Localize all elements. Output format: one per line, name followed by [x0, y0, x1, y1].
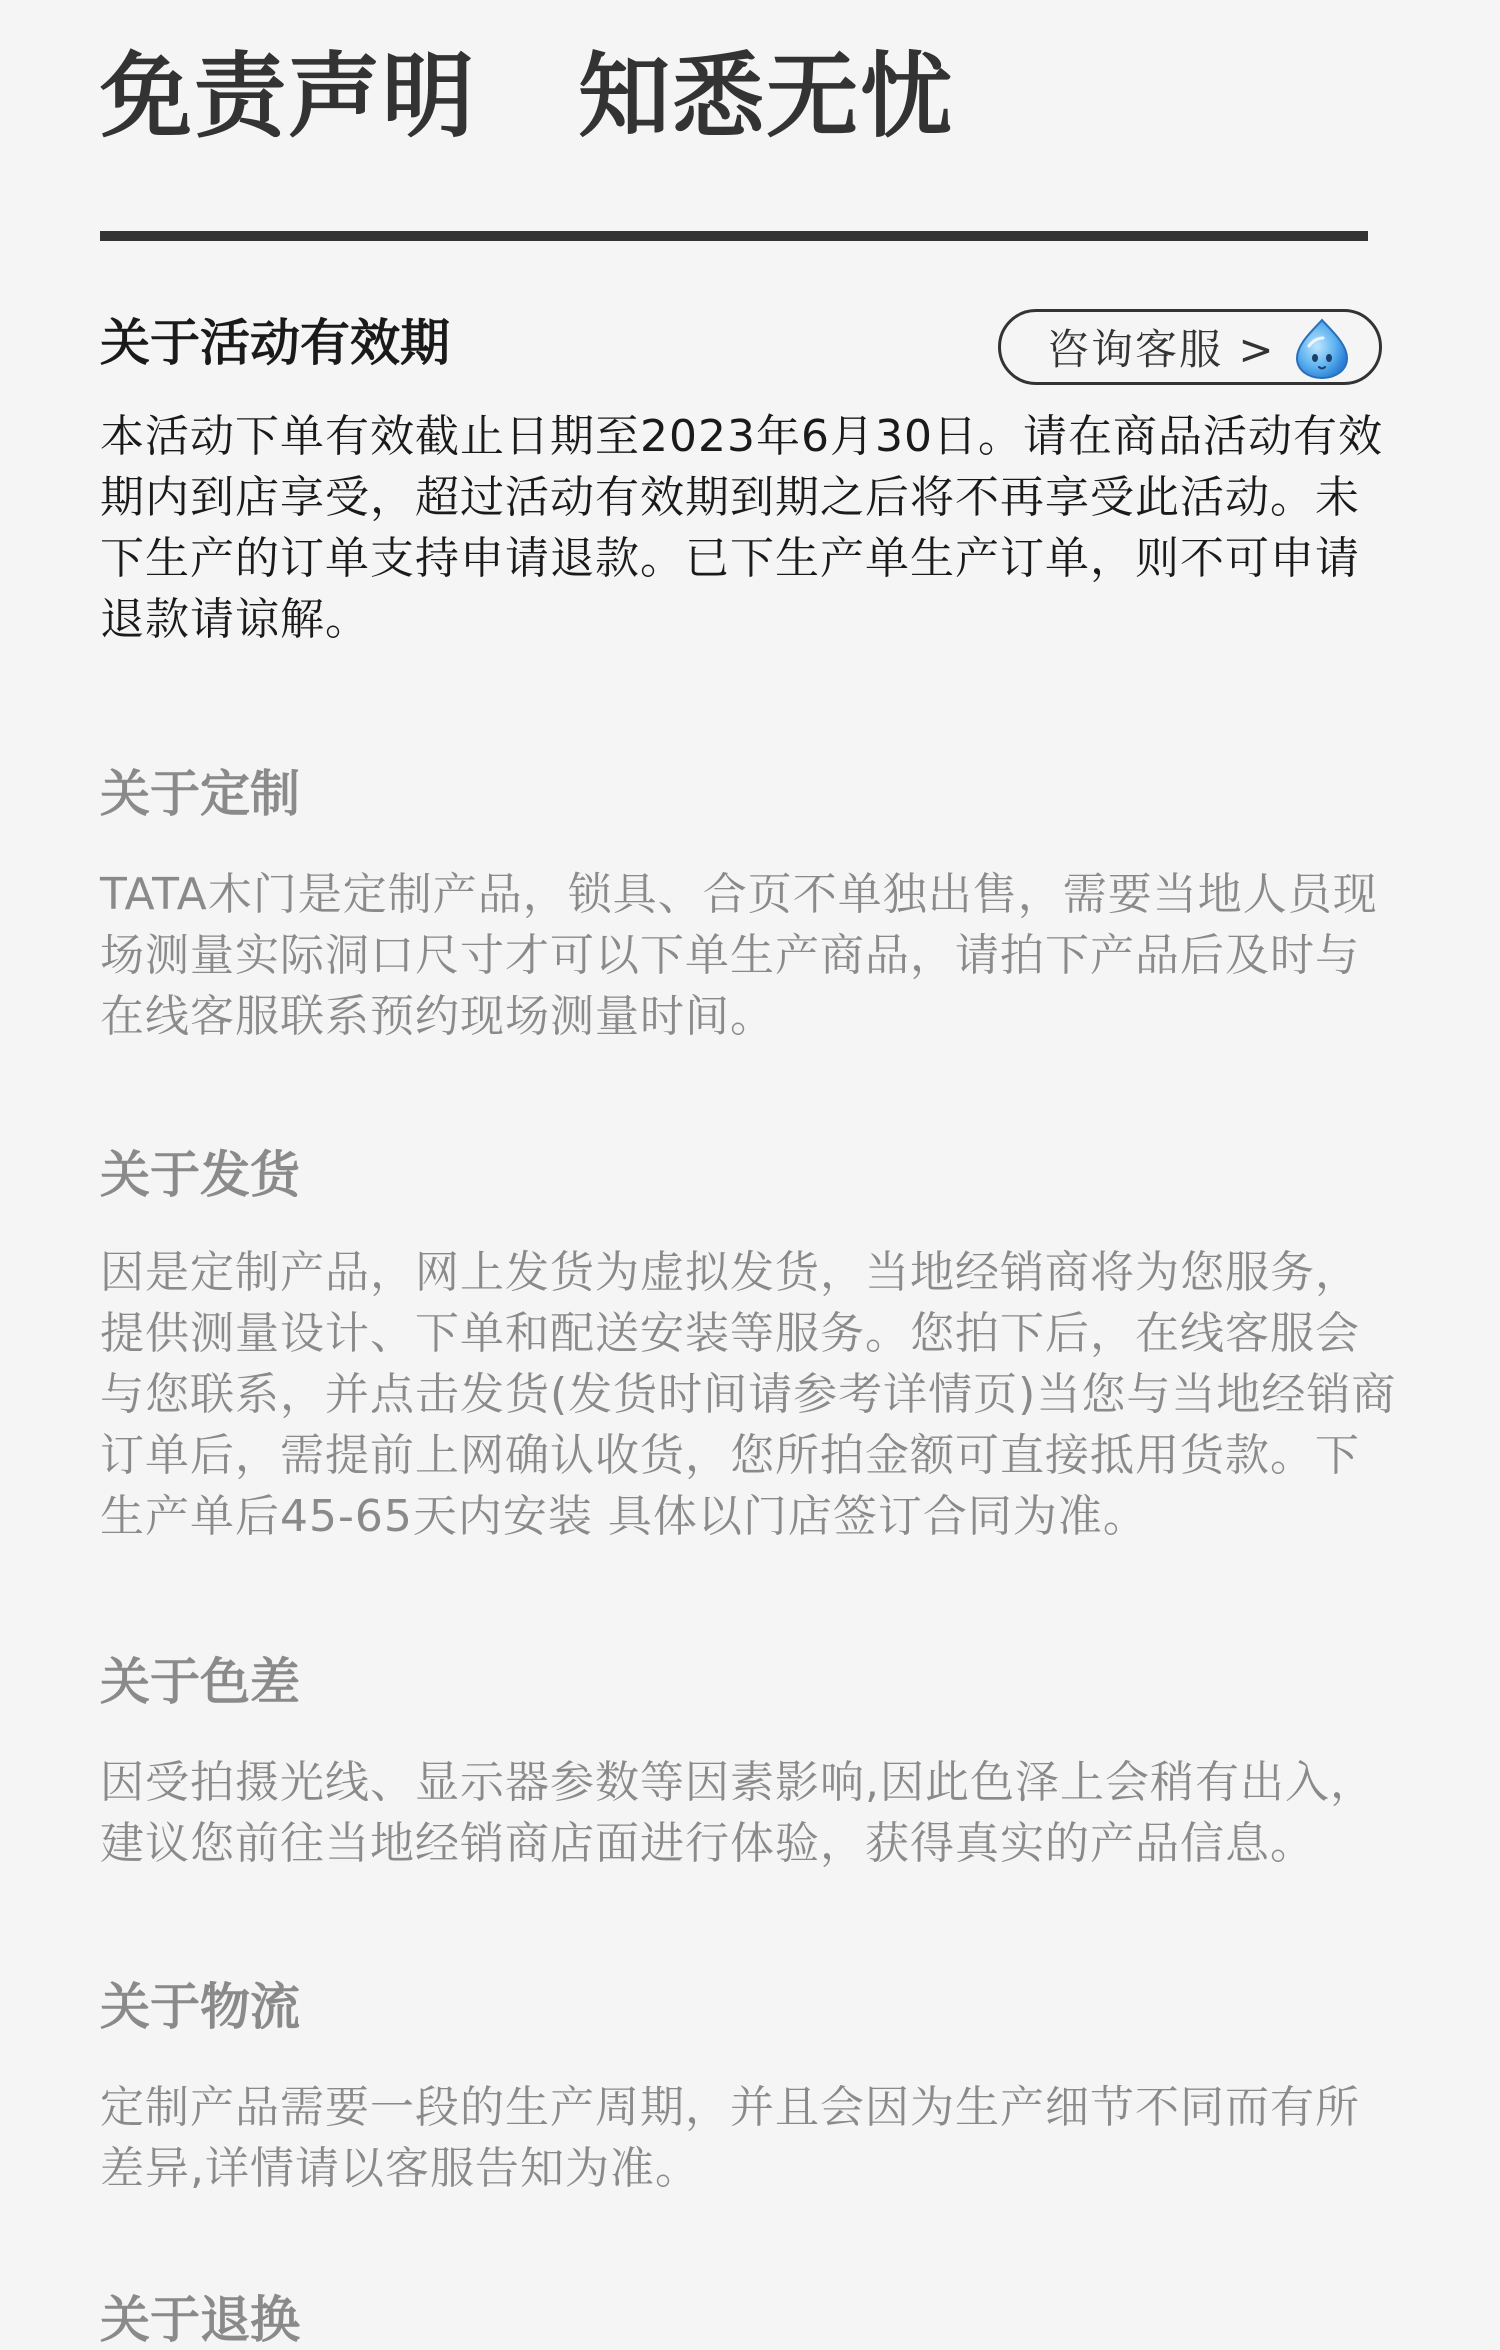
consult-customer-service-button[interactable] [998, 309, 1382, 385]
consult-button-label: 咨询客服 > [1047, 325, 1276, 374]
section-heading: 关于色差 [100, 1653, 300, 1711]
title-divider [100, 231, 1368, 241]
section-body: 因受拍摄光线、显示器参数等因素影响,因此色泽上会稍有出入，建议您前往当地经销商店面进行体验，获得真实的产品信息。 [100, 1757, 1375, 1869]
section-body: 本活动下单有效截止日期至2023年6月30日。请在商品活动有效期内到店享受，超过活动有效期到期之后将不再享受此活动。未下生产的订单支持申请退款。已下生产单生产订单，则不可申请退款请谅解。 [100, 411, 1383, 645]
section-body: 因是定制产品，网上发货为虚拟发货，当地经销商将为您服务，提供测量设计、下单和配送安装等服务。您拍下后，在线客服会与您联系，并点击发货(发货时间请参考详情页)当您与当地经销商订单后，需提前上网确认收货，您所拍金额可直接抵用货款。下生产单后45-65天内安装 具体以门店签订合同为准。 [100, 1247, 1397, 1542]
section-returns-heading: 关于退换 [100, 2291, 300, 2349]
section-heading: 关于物流 [100, 1978, 300, 2036]
page-title: 免责声明 知悉无忧 [100, 43, 955, 150]
section-body: 定制产品需要一段的生产周期，并且会因为生产细节不同而有所差异,详情请以客服告知为准。 [100, 2082, 1360, 2194]
section-heading: 关于活动有效期 [100, 314, 450, 372]
section-heading: 关于定制 [100, 765, 300, 823]
section-customization [100, 764, 1400, 1047]
section-body: TATA木门是定制产品，锁具、合页不单独出售，需要当地人员现场测量实际洞口尺寸才可以下单生产商品，请拍下产品后及时与在线客服联系预约现场测量时间。 [100, 869, 1378, 1042]
water-drop-mascot-icon [1291, 316, 1353, 380]
section-color-difference [100, 1652, 1400, 1874]
section-shipping [100, 1145, 1400, 1547]
section-logistics [100, 1977, 1400, 2199]
section-heading: 关于发货 [100, 1146, 300, 1204]
